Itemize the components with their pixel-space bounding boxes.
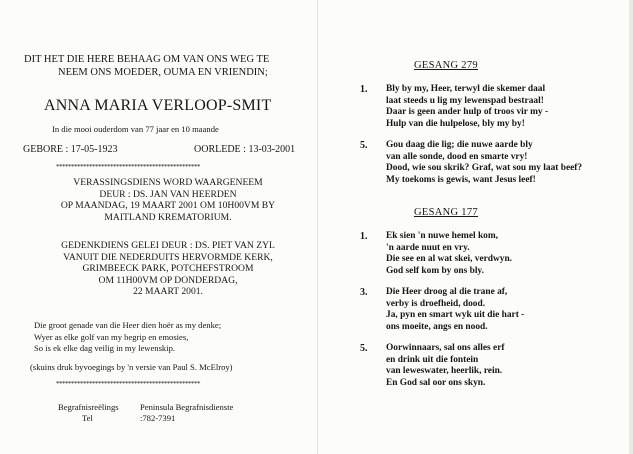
announcement-line-1: DIT HET DIE HERE BEHAAG OM VAN ONS WEG TE (24, 54, 270, 65)
verse-line: van leweswater, heerlik, rein. (386, 366, 503, 377)
poem-line: Die groot genade van die Heer dien hoër as my denke; (34, 320, 222, 330)
memorial-service-line: OM 11H00VM OP DONDERDAG, (98, 274, 238, 286)
tel-label: Tel (82, 413, 93, 423)
poem-line: So is ek elke dag veilig in my lewenskip. (34, 343, 176, 353)
verse-line: 'n aarde nuut en vry. (386, 242, 470, 253)
verse-line: Die see en al wat skei, verdwyn. (386, 254, 513, 265)
poem-line: Wyer as elke golf van my begrip en emosies, (34, 331, 189, 342)
verse-number: 5. (360, 343, 368, 354)
verse-line: laat steeds u lig my lewenspad bestraal! (386, 95, 544, 106)
poem-block (34, 320, 221, 355)
verse-line: Hulp van die hulpelose, bly my by! (386, 118, 525, 129)
verse-line: en drink uit die fontein (386, 354, 479, 365)
funeral-service-line: MAITLAND KREMATORIUM. (104, 211, 232, 223)
funeral-service-line: DEUR : DS. JAN VAN HEERDEN (99, 188, 237, 200)
memorial-service-line: 22 MAART 2001. (133, 286, 203, 297)
verse-line: Dood, wie sou skrik? Graf, wat sou my laat beef? (386, 163, 583, 174)
verse-line: Gou daag die lig; die nuwe aarde bly (386, 140, 533, 150)
announcement-line-2: NEEM ONS MOEDER, OUMA EN VRIENDIN; (58, 67, 268, 78)
verse-line: Die Heer droog al die trane af, (386, 287, 508, 297)
verse-line: verby is droefheid, dood. (386, 298, 486, 309)
hymn-verse (386, 287, 524, 333)
verse-line: Ja, pyn en smart wyk uit die hart - (386, 310, 525, 321)
hymn-verse (386, 84, 548, 130)
memorial-service-line: GRIMBEECK PARK, POTCHEFSTROOM (82, 263, 254, 274)
divider-stars-2: ************************************************ (56, 380, 200, 388)
funeral-service-block (22, 177, 314, 223)
memorial-service-block (18, 240, 318, 298)
hymn-title: GESANG 177 (414, 207, 478, 218)
tel-number: :782-7391 (140, 413, 176, 423)
verse-line: God self kom by ons bly. (386, 265, 484, 276)
verse-line: My toekoms is gewis, want Jesus leef! (386, 174, 536, 185)
divider-stars-1: ************************************************ (56, 163, 200, 171)
verse-number: 1. (360, 84, 368, 95)
verse-line: Oorwinnaars, sal ons alles erf (386, 343, 505, 353)
page-edge (629, 0, 633, 454)
verse-number: 1. (360, 231, 368, 242)
funeral-service-line: VERASSINGSDIENS WORD WAARGENEEM (73, 177, 263, 188)
age-line: In die mooi ouderdom van 77 jaar en 10 maande (52, 124, 219, 134)
verse-line: ons moeite, angs en nood. (386, 321, 488, 332)
hymn-title: GESANG 279 (414, 60, 478, 71)
verse-number: 3. (360, 287, 368, 298)
hymn-verse (386, 343, 505, 389)
died-date: OORLEDE : 13-03-2001 (194, 144, 296, 155)
verse-line: Ek sien 'n nuwe hemel kom, (386, 231, 498, 241)
hymn-verse (386, 140, 582, 186)
deceased-name: ANNA MARIA VERLOOP-SMIT (44, 97, 272, 114)
verse-line: Bly by my, Heer, terwyl die skemer daal (386, 84, 546, 94)
memorial-service-line: GEDENKDIENS GELEI DEUR : DS. PIET VAN ZYL (61, 240, 275, 251)
verse-line: En God sal oor ons skyn. (386, 377, 486, 388)
poem-credit: (skuins druk byvoegings by 'n versie van Paul S. McElroy) (30, 362, 233, 372)
verse-line: van alle sonde, dood en smarte vry! (386, 151, 528, 162)
born-date: GEBORE : 17-05-1923 (23, 144, 118, 155)
verse-line: Daar is geen ander hulp of troos vir my - (386, 107, 549, 118)
memorial-service-line: VANUIT DIE NEDERDUITS HERVORMDE KERK, (63, 251, 273, 263)
funeral-service-line: OP MAANDAG, 19 MAART 2001 OM 10H00VM BY (60, 200, 276, 211)
funeral-home-label: Begrafnisreëlings (58, 402, 119, 412)
page-fold (317, 0, 318, 454)
verse-number: 5. (360, 140, 368, 151)
funeral-home-name: Peninsula Begrafnisdienste (140, 402, 234, 412)
hymn-verse (386, 231, 512, 277)
